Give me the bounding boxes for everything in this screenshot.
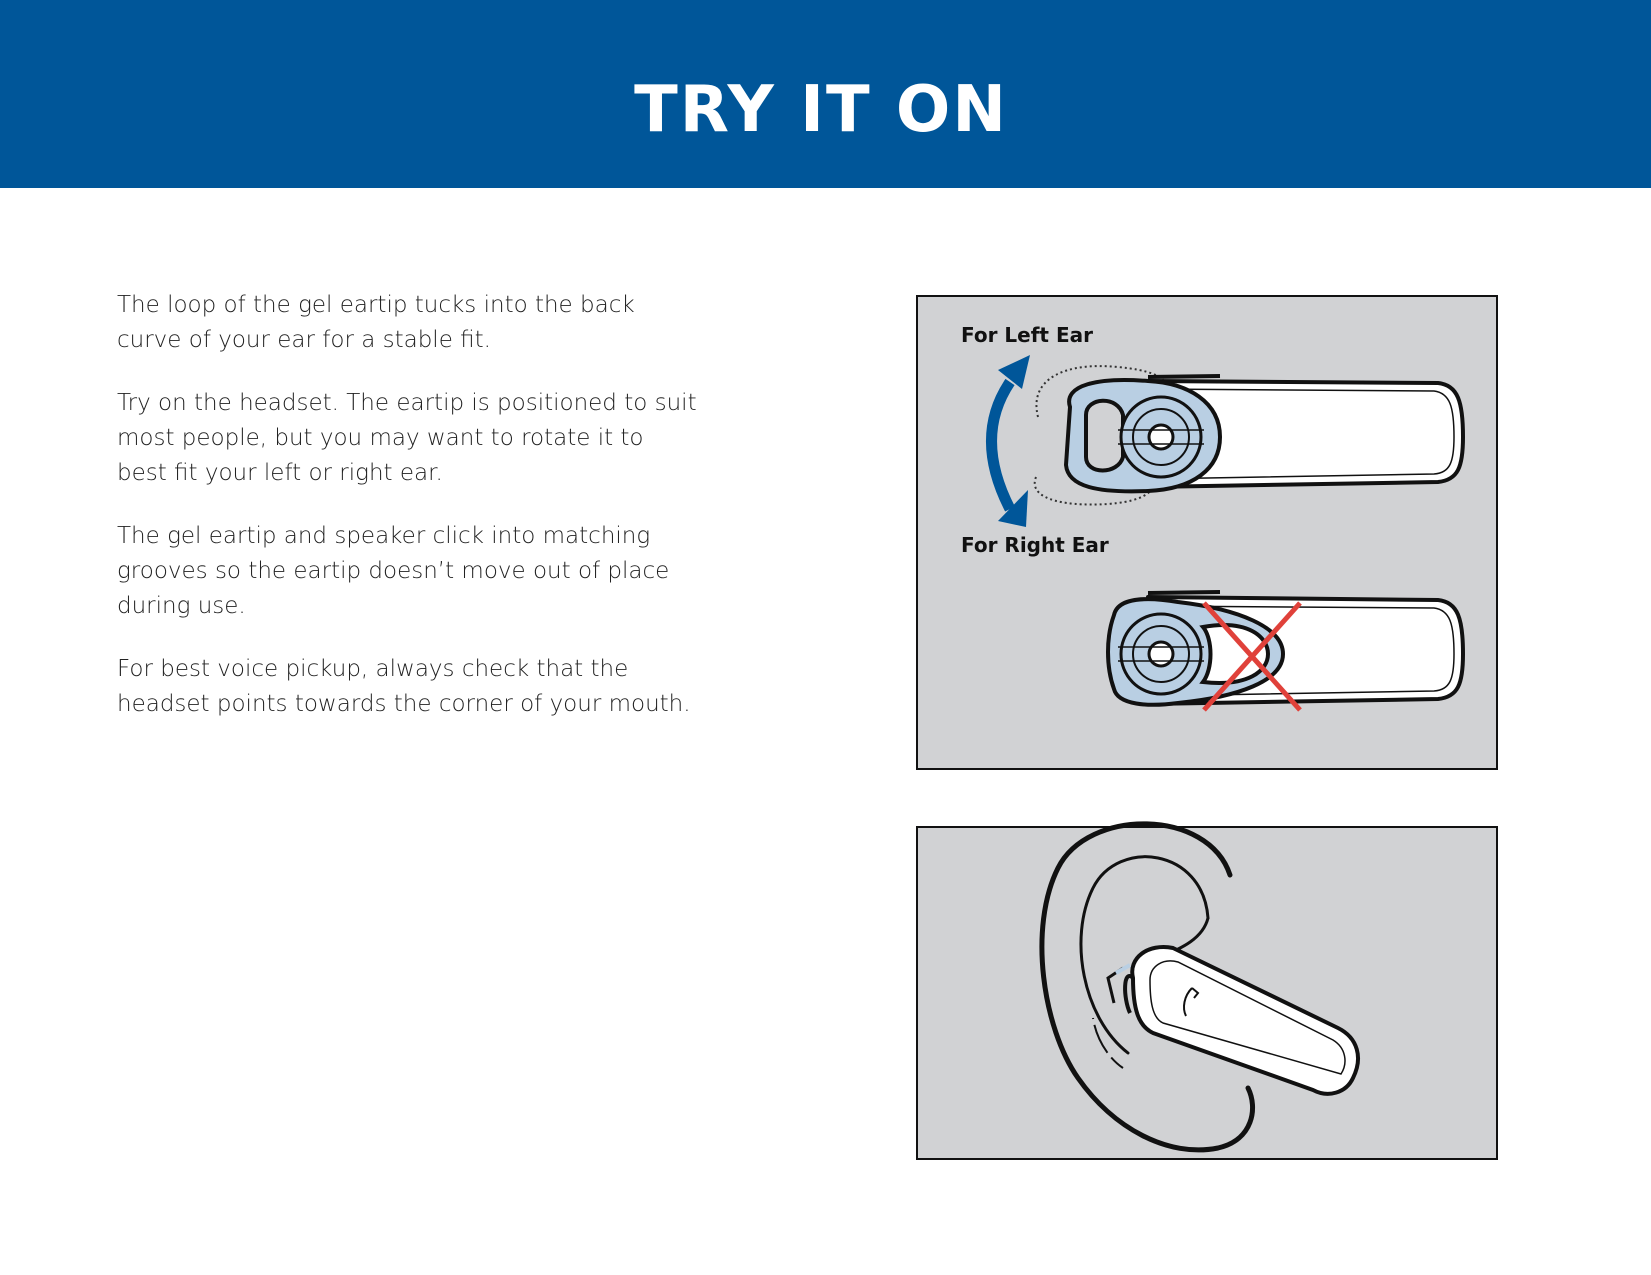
headset-icon [1108,947,1358,1094]
instructions [117,288,697,750]
headset-worn-figure [916,826,1498,1160]
headset-right-ear-icon [1108,592,1463,705]
instruction-paragraph-2: Try on the headset. The eartip is positioned to suit most people, but you may want to rotate it to best fit your left or right ear. [117,390,697,486]
headset-rotation-illustration [918,297,1500,772]
instruction-paragraph-4: For best voice pickup, always check that the headset points towards the corner of your mouth. [117,656,691,717]
headset-left-ear-icon [1035,366,1463,504]
instruction-paragraph-1: The loop of the gel eartip tucks into the back curve of your ear for a stable fit. [117,292,635,353]
eartip-rotation-figure [916,295,1498,770]
headset-in-ear-icon [918,828,1500,1162]
label-right-ear: For Right Ear [961,533,1109,557]
rotate-arrow-icon [992,355,1031,527]
instruction-paragraph-3: The gel eartip and speaker click into matching grooves so the eartip doesn’t move out of place during use. [117,523,670,619]
page-header [0,0,1651,188]
page-title: TRY IT ON [634,73,1008,147]
label-left-ear: For Left Ear [961,323,1093,347]
